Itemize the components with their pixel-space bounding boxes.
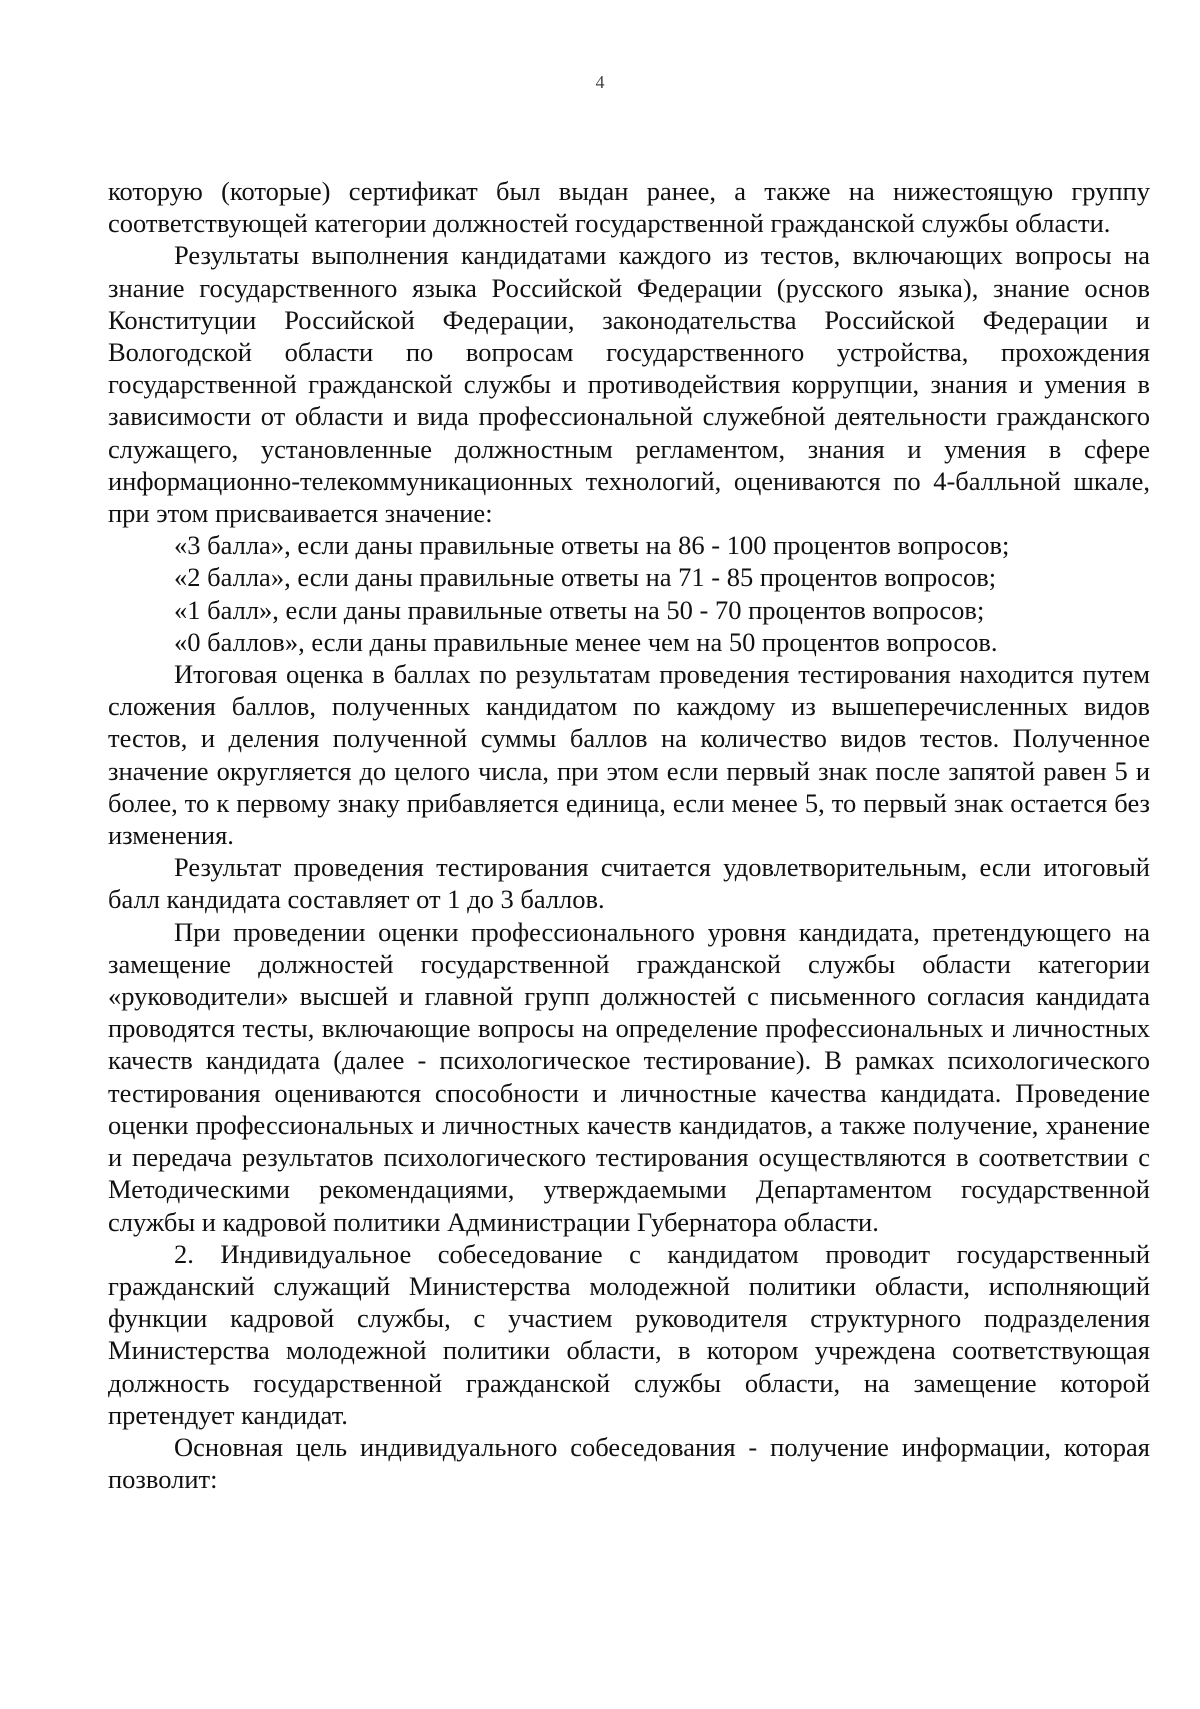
paragraph-interview: 2. Индивидуальное собеседование с кандидатом проводит государственный гражданский служащий Министерства молодежной политики области, исполняющий функции кадровой службы, с участием руководителя структурного подразделения Министерства молодежной политики области, в котором учреждена соответствующая должность государственной гражданской службы области, на замещение которой претендует кандидат.: [108, 1238, 1150, 1430]
document-body: [108, 175, 1150, 1495]
paragraph-interview-goal: Основная цель индивидуального собеседования - получение информации, которая позволит:: [108, 1431, 1150, 1495]
score-item-3: «3 балла», если даны правильные ответы на 86 - 100 процентов вопросов;: [174, 530, 1010, 561]
paragraph-satisfactory: Результат проведения тестирования считается удовлетворительным, если итоговый балл кандидата составляет от 1 до 3 баллов.: [108, 852, 1150, 915]
paragraph-continuation: которую (которые) сертификат был выдан ранее, а также на нижестоящую группу соответствующей категории должностей государственной гражданской службы области.: [108, 176, 1150, 239]
paragraph-test-results: Результаты выполнения кандидатами каждого из тестов, включающих вопросы на знание государственного языка Российской Федерации (русского языка), знание основ Конституции Российской Федерации, законодательства Российской Федерации и Вологодской области по вопросам государственного устройства, прохождения государственной гражданской службы и противодействия коррупции, знания и умения в зависимости от области и вида профессиональной служебной деятельности гражданского служащего, установленные должностным регламентом, знания и умения в сфере информационно-телекоммуникационных технологий, оцениваются по 4-балльной шкале, при этом присваивается значение:: [108, 240, 1150, 529]
score-item-2: «2 балла», если даны правильные ответы на 71 - 85 процентов вопросов;: [174, 562, 997, 593]
score-item-1: «1 балл», если даны правильные ответы на 50 - 70 процентов вопросов;: [174, 594, 985, 625]
paragraph-final-score: Итоговая оценка в баллах по результатам проведения тестирования находится путем сложения баллов, полученных кандидатом по каждому из вышеперечисленных видов тестов, и деления полученной суммы баллов на количество видов тестов. Полученное значение округляется до целого числа, при этом если первый знак после запятой равен 5 и более, то к первому знаку прибавляется единица, если менее 5, то первый знак остается без изменения.: [108, 659, 1150, 851]
paragraph-psych-testing: При проведении оценки профессионального уровня кандидата, претендующего на замещение должностей государственной гражданской службы области категории «руководители» высшей и главной групп должностей с письменного согласия кандидата проводятся тесты, включающие вопросы на определение профессиональных и личностных качеств кандидата (далее - психологическое тестирование). В рамках психологического тестирования оцениваются способности и личностные качества кандидата. Проведение оценки профессиональных и личностных качеств кандидатов, а также получение, хранение и передача результатов психологического тестирования осуществляются в соответствии с Методическими рекомендациями, утверждаемыми Департаментом государственной службы и кадровой политики Администрации Губернатора области.: [108, 916, 1150, 1237]
page-number: 4: [595, 72, 605, 92]
score-item-0: «0 баллов», если даны правильные менее чем на 50 процентов вопросов.: [174, 626, 998, 657]
